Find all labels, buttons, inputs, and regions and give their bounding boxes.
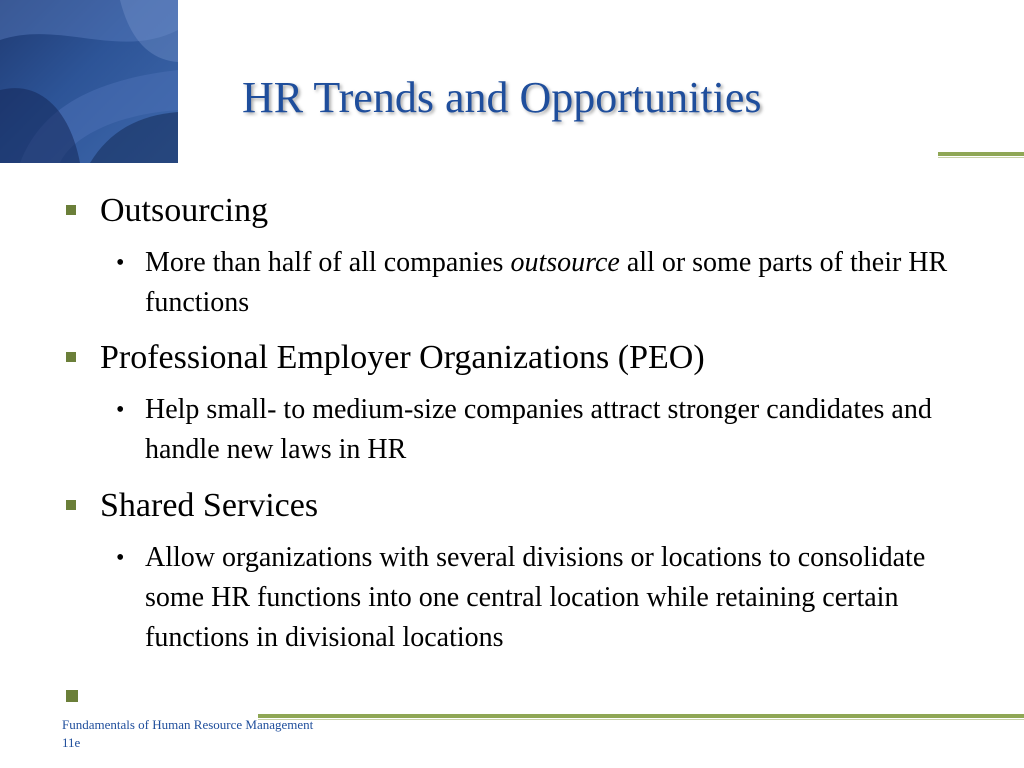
sub-bullet-text: all or some parts of their HR functions [145, 247, 948, 318]
sub-bullet-outsourcing [145, 243, 975, 323]
footer-divider [258, 714, 1024, 718]
footer [62, 716, 313, 752]
dot-bullet-icon: • [116, 250, 125, 276]
empty-bullet-icon [66, 690, 78, 702]
sub-bullet-peo: Help small- to medium-size companies attract stronger candidates and handle new laws in HR [145, 394, 932, 465]
footer-edition: 11e [62, 735, 81, 750]
title-divider [938, 152, 1024, 156]
bullet-outsourcing: Outsourcing [100, 192, 269, 229]
dot-bullet-icon: • [116, 545, 125, 571]
square-bullet-icon [66, 352, 76, 362]
bullet-shared-services: Shared Services [100, 487, 319, 524]
square-bullet-icon [66, 205, 76, 215]
square-bullet-icon [66, 500, 76, 510]
dot-bullet-icon: • [116, 397, 125, 423]
footer-book-title: Fundamentals of Human Resource Management [62, 717, 314, 732]
title-divider-thin [938, 157, 1024, 158]
bullet-peo: Professional Employer Organizations (PEO) [100, 339, 705, 376]
wave-art [0, 0, 178, 163]
emphasis-text: outsource [510, 247, 620, 278]
sub-bullet-shared-services: Allow organizations with several divisions or locations to consolidate some HR functions into one central location while retaining certain functions in divisional locations [145, 542, 926, 653]
slide-title: HR Trends and Opportunities [242, 73, 762, 122]
sub-bullet-text: More than half of all companies [145, 247, 511, 278]
corner-decoration [0, 0, 178, 163]
footer-divider-thin [258, 719, 1024, 720]
